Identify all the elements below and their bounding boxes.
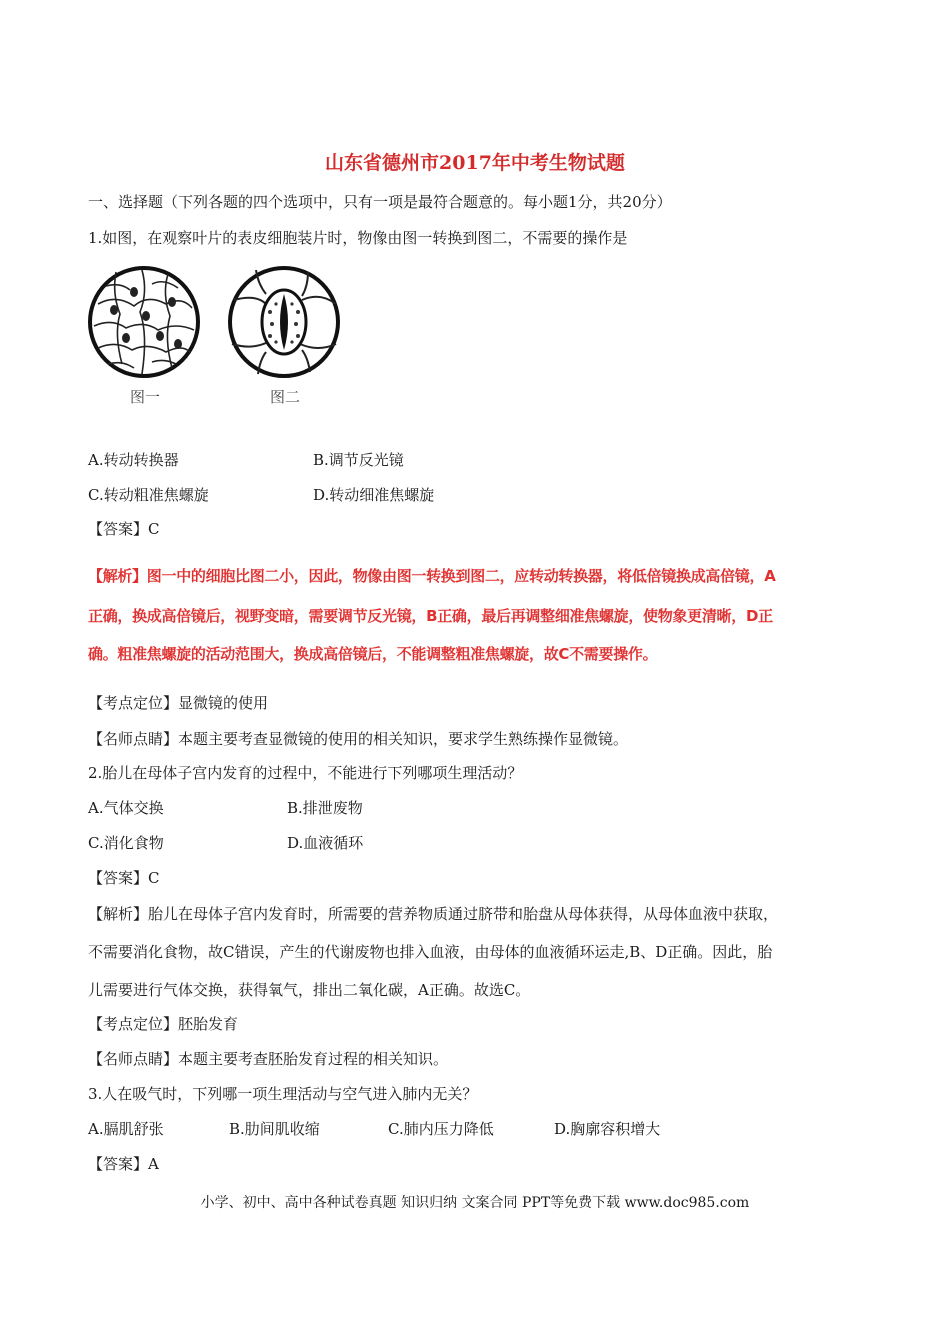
figure-two-label: 图二	[270, 388, 301, 406]
q2-analysis-line-2: 不需要消化食物，故C错误，产生的代谢废物也排入血液，由母体的血液循环运走,B、D正确。因此，胎	[88, 943, 773, 961]
q2-analysis-line-1: 【解析】胎儿在母体子宫内发育时，所需要的营养物质通过脐带和胎盘从母体获得，从母体血液中获取，	[88, 905, 779, 923]
figure-one-image	[90, 268, 198, 376]
q1-tip: 【名师点睛】本题主要考查显微镜的使用的相关知识，要求学生熟练操作显微镜。	[88, 730, 629, 748]
figure-two-image	[230, 268, 338, 376]
q1-option-b: B.调节反光镜	[313, 451, 404, 469]
q1-option-a: A.转动转换器	[88, 451, 179, 469]
q1-point: 【考点定位】显微镜的使用	[88, 694, 269, 712]
q1-option-c: C.转动粗准焦螺旋	[88, 486, 209, 504]
section-heading: 一、选择题（下列各题的四个选项中，只有一项是最符合题意的。每小题1分，共20分）	[88, 193, 672, 211]
page-footer: 小学、初中、高中各种试卷真题 知识归纳 文案合同 PPT等免费下载 www.doc985.com	[200, 1195, 750, 1211]
q1-stem: 1.如图，在观察叶片的表皮细胞装片时，物像由图一转换到图二，不需要的操作是	[88, 229, 628, 247]
q2-analysis-line-3: 儿需要进行气体交换，获得氧气，排出二氧化碳，A正确。故选C。	[88, 981, 531, 999]
q2-answer: 【答案】C	[88, 869, 160, 887]
q2-option-b: B.排泄废物	[287, 799, 363, 817]
page-title: 山东省德州市2017年中考生物试题	[325, 152, 625, 174]
q2-option-a: A.气体交换	[88, 799, 164, 817]
q3-answer: 【答案】A	[88, 1155, 159, 1173]
figure-one-label: 图一	[130, 388, 161, 406]
q2-option-c: C.消化食物	[88, 834, 164, 852]
microscope-cells-illustration	[86, 264, 346, 414]
q3-option-b: B.肋间肌收缩	[229, 1120, 320, 1138]
q2-stem: 2.胎儿在母体子宫内发育的过程中，不能进行下列哪项生理活动？	[88, 764, 523, 782]
q3-option-d: D.胸廓容积增大	[554, 1120, 661, 1138]
q2-tip: 【名师点睛】本题主要考查胚胎发育过程的相关知识。	[88, 1050, 449, 1068]
q1-analysis-line-2: 正确，换成高倍镜后，视野变暗，需要调节反光镜，B正确，最后再调整细准焦螺旋，使物象更清晰，D正	[88, 607, 773, 625]
q1-figure	[86, 264, 346, 414]
q1-option-d: D.转动细准焦螺旋	[313, 486, 435, 504]
q2-option-d: D.血液循环	[287, 834, 364, 852]
q3-stem: 3.人在吸气时，下列哪一项生理活动与空气进入肺内无关？	[88, 1085, 478, 1103]
q3-option-a: A.膈肌舒张	[88, 1120, 164, 1138]
q1-answer: 【答案】C	[88, 520, 160, 538]
q1-analysis-line-1: 【解析】图一中的细胞比图二小，因此，物像由图一转换到图二，应转动转换器，将低倍镜换成高倍镜，A	[88, 567, 776, 585]
q1-analysis-line-3: 确。粗准焦螺旋的活动范围大，换成高倍镜后，不能调整粗准焦螺旋，故C不需要操作。	[88, 645, 658, 663]
q3-option-c: C.肺内压力降低	[388, 1120, 494, 1138]
q2-point: 【考点定位】胚胎发育	[88, 1015, 239, 1033]
